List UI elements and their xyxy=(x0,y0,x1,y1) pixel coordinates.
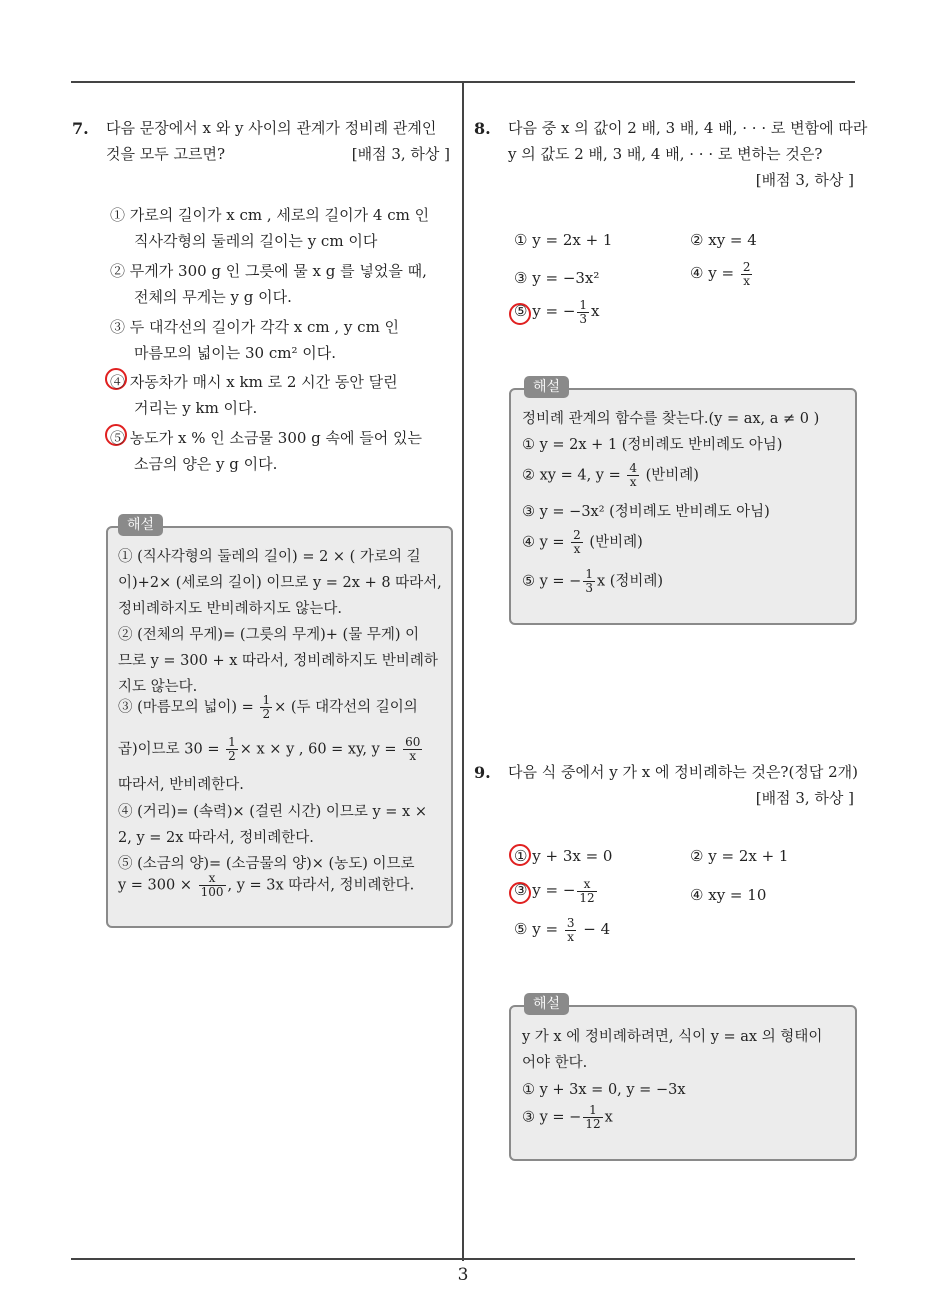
solution-tag: 해설 xyxy=(524,993,569,1015)
solution-line: ① y = 2x + 1 (정비례도 반비례도 아님) xyxy=(522,437,783,453)
option-label: ③ xyxy=(110,318,126,336)
fraction: $\frac{3}{x}$ xyxy=(566,915,575,944)
question-7 xyxy=(0,0,462,1260)
question-8 xyxy=(464,0,926,700)
question-number: 9. xyxy=(474,763,491,782)
solution-line: ⑤ (소금의 양)= (소금물의 양)× (농도) 이므로 xyxy=(118,856,415,872)
fraction: $\frac{1}{12}$ xyxy=(585,1103,601,1131)
option-2[interactable] xyxy=(110,258,427,284)
option-3[interactable] xyxy=(110,314,399,340)
score-label: [배점 3, 하상 ] xyxy=(755,789,854,807)
option-5-cont: 소금의 양은 y g 이다. xyxy=(134,455,278,473)
option-text: 무게가 300 g 인 그릇에 물 x g 를 넣었을 때, xyxy=(129,262,427,280)
solution-line: 이)+2× (세로의 길이) 이므로 y = 2x + 8 따라서, xyxy=(118,575,442,591)
option-1-cont: 직사각형의 둘레의 길이는 y cm 이다 xyxy=(134,232,378,250)
question-text: 다음 문장에서 x 와 y 사이의 관계가 정비례 관계인 xyxy=(106,119,437,137)
option-5[interactable] xyxy=(110,425,422,451)
solution-line: ③ y = − $\frac{1}{12}$ x xyxy=(522,1103,613,1131)
solution-line: y 가 x 에 정비례하려면, 식이 y = ax 의 형태이 xyxy=(522,1029,823,1045)
option-2[interactable]: ② xy = 4 xyxy=(690,231,757,249)
option-5[interactable]: ⑤ y = − $\frac{1}{3}$ x xyxy=(514,297,600,326)
solution-line: ⑤ y = − $\frac{1}{3}$ x (정비례) xyxy=(522,567,664,595)
option-1[interactable] xyxy=(110,202,429,228)
option-text: 두 대각선의 길이가 각각 x cm , y cm 인 xyxy=(129,318,400,336)
option-4[interactable]: ④ xy = 10 xyxy=(690,886,767,904)
question-number: 8. xyxy=(474,119,491,138)
option-1[interactable]: ① y = 2x + 1 xyxy=(514,231,613,249)
solution-line: 정비례 관계의 함수를 찾는다.(y = ax, a ≠ 0 ) xyxy=(522,411,820,427)
fraction: $\frac{2}{x}$ xyxy=(742,259,751,288)
solution-line: ③ (마름모의 넓이) = $\frac{1}{2}$ × (두 대각선의 길이의 xyxy=(118,693,418,721)
solution-line: 정비례하지도 반비례하지도 않는다. xyxy=(118,601,342,617)
fraction: $\frac{2}{x}$ xyxy=(573,528,581,556)
question-text: 다음 중 x 의 값이 2 배, 3 배, 4 배, · · · 로 변함에 따라 xyxy=(508,119,868,137)
solution-line: 어야 한다. xyxy=(522,1055,588,1071)
option-3-cont: 마름모의 넓이는 30 cm² 이다. xyxy=(134,344,336,362)
option-4-cont: 거리는 y km 이다. xyxy=(134,399,258,417)
option-4[interactable] xyxy=(110,369,398,395)
solution-line: 곱)이므로 30 = $\frac{1}{2}$ × x × y , 60 = xy, y = $\frac{60}{x}$ xyxy=(118,735,421,763)
score-label: [배점 3, 하상 ] xyxy=(351,145,450,163)
fraction: $\frac{1}{2}$ xyxy=(228,735,236,763)
solution-tag: 해설 xyxy=(118,514,163,536)
option-label: ② xyxy=(110,262,126,280)
option-text: 농도가 x % 인 소금물 300 g 속에 들어 있는 xyxy=(129,429,423,447)
solution-line: ① y + 3x = 0, y = −3x xyxy=(522,1082,686,1098)
option-label: ④ xyxy=(110,373,126,391)
question-text: 것을 모두 고르면? xyxy=(106,145,226,163)
option-4[interactable]: ④ y = $\frac{2}{x}$ xyxy=(690,259,751,288)
fraction: $\frac{1}{2}$ xyxy=(262,693,271,721)
option-2-cont: 전체의 무게는 y g 이다. xyxy=(134,288,292,306)
option-2[interactable]: ② y = 2x + 1 xyxy=(690,847,789,865)
solution-line: y = 300 × $\frac{x}{100}$ , y = 3x 따라서, 정비례한다. xyxy=(118,871,415,899)
solution-line: 지도 않는다. xyxy=(118,679,198,695)
fraction: $\frac{1}{3}$ xyxy=(579,297,588,326)
fraction: $\frac{1}{3}$ xyxy=(585,567,593,595)
solution-line: 므로 y = 300 + x 따라서, 정비례하지도 반비례하 xyxy=(118,653,438,669)
solution-line: ④ y = $\frac{2}{x}$ (반비례) xyxy=(522,528,643,556)
solution-line: ④ (거리)= (속력)× (걸린 시간) 이므로 y = x × xyxy=(118,804,427,820)
question-9 xyxy=(464,700,926,1200)
fraction: $\frac{60}{x}$ xyxy=(405,735,421,763)
solution-line: ② xy = 4, y = $\frac{4}{x}$ (반비례) xyxy=(522,461,699,489)
score-label: [배점 3, 하상 ] xyxy=(755,171,854,189)
option-3[interactable]: ③ y = − $\frac{x}{12}$ xyxy=(514,876,595,905)
option-label: ① xyxy=(110,206,126,224)
solution-line: 따라서, 반비례한다. xyxy=(118,777,244,793)
solution-line: ③ y = −3x² (정비례도 반비례도 아님) xyxy=(522,504,770,520)
option-label: ⑤ xyxy=(110,429,126,447)
solution-line: 2, y = 2x 따라서, 정비례한다. xyxy=(118,830,314,846)
question-text: 다음 식 중에서 y 가 x 에 정비례하는 것은?(정답 2개) xyxy=(508,763,858,781)
fraction: $\frac{x}{100}$ xyxy=(200,871,224,899)
option-text: 자동차가 매시 x km 로 2 시간 동안 달린 xyxy=(129,373,398,391)
question-text: y 의 값도 2 배, 3 배, 4 배, · · · 로 변하는 것은? xyxy=(508,145,823,163)
option-text: 가로의 길이가 x cm , 세로의 길이가 4 cm 인 xyxy=(129,206,430,224)
solution-tag: 해설 xyxy=(524,376,569,398)
question-number: 7. xyxy=(72,119,89,138)
solution-line: ① (직사각형의 둘레의 길이) = 2 × ( 가로의 길 xyxy=(118,549,421,565)
option-3[interactable]: ③ y = −3x² xyxy=(514,269,600,287)
fraction: $\frac{x}{12}$ xyxy=(579,876,595,905)
solution-line: ② (전체의 무게)= (그릇의 무게)+ (물 무게) 이 xyxy=(118,627,420,643)
fraction: $\frac{4}{x}$ xyxy=(629,461,637,489)
page-number: 3 xyxy=(457,1265,469,1285)
option-1[interactable]: ① y + 3x = 0 xyxy=(514,847,613,865)
option-5[interactable]: ⑤ y = $\frac{3}{x}$ − 4 xyxy=(514,915,611,944)
